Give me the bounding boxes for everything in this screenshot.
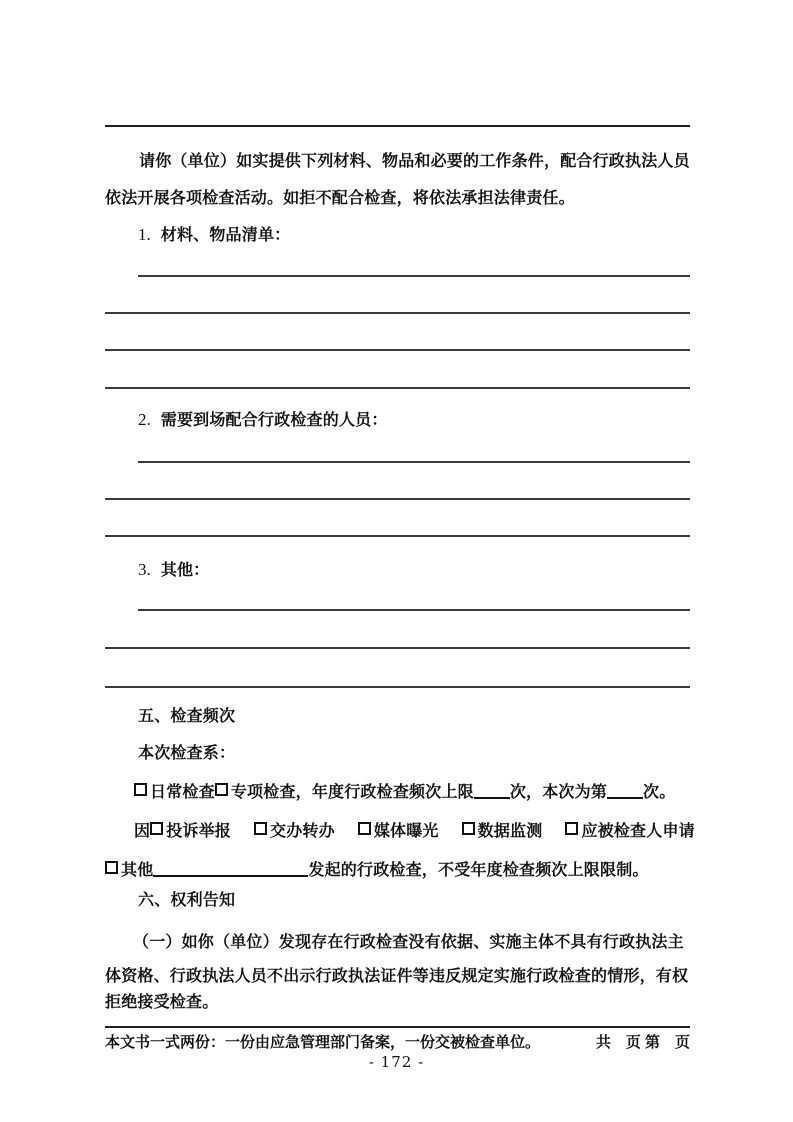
checklist-item3-heading: [138, 559, 209, 581]
frequency-line: [134, 782, 675, 804]
fill-line: [105, 686, 690, 688]
reason-line2: [105, 860, 649, 882]
option-other-label: 其他: [121, 862, 154, 879]
section-six-heading: 六、权利告知: [138, 892, 236, 909]
section-five-lead: 本次检查系：: [138, 745, 236, 762]
frequency-text3: 次。: [643, 784, 676, 801]
fill-line: [138, 609, 690, 611]
page-number: - 172 -: [368, 1053, 425, 1071]
fill-line: [105, 349, 690, 351]
blank-current-count[interactable]: [607, 782, 643, 799]
page-top-border: [105, 125, 690, 127]
option-request-label: 应被检查人申请: [581, 823, 695, 840]
checkbox-assigned-transfer[interactable]: [254, 822, 267, 835]
frequency-text2: 次，本次为第: [509, 784, 608, 801]
option-daily-label: 日常检查: [150, 784, 215, 801]
item1-number: 1.: [138, 225, 151, 244]
checkbox-inspected-party-request[interactable]: [565, 822, 578, 835]
checkbox-media-exposure[interactable]: [358, 822, 371, 835]
blank-other-reason[interactable]: [153, 860, 308, 877]
option-data-label: 数据监测: [477, 823, 543, 840]
footer-divider: [105, 1026, 690, 1028]
item3-label: 其他：: [160, 562, 210, 579]
section-five-heading: 五、检查频次: [138, 708, 236, 725]
rights-para-line2: 体资格、行政执法人员不出示行政执法证件等违反规定实施行政检查的情形，有权: [105, 968, 689, 985]
item1-label: 材料、物品清单：: [160, 227, 291, 244]
cooperation-notice-line2: 依法开展各项检查活动。如拒不配合检查，将依法承担法律责任。: [105, 190, 575, 207]
checkbox-special-inspection[interactable]: [215, 783, 228, 796]
checkbox-daily-inspection[interactable]: [134, 783, 147, 796]
rights-para-line3: 拒绝接受检查。: [105, 994, 219, 1011]
fill-line: [138, 275, 690, 277]
footer: [105, 1032, 690, 1054]
option-media-label: 媒体曝光: [373, 823, 439, 840]
rights-para-line1: （一）如你（单位）发现存在行政检查没有依据、实施主体不具有行政执法主: [133, 934, 684, 951]
checklist-item2-heading: [138, 409, 388, 431]
fill-line: [105, 647, 690, 649]
fill-line: [105, 498, 690, 500]
fill-line: [105, 535, 690, 537]
reason-prefix: 因: [134, 823, 151, 840]
checkbox-complaint-report[interactable]: [150, 822, 163, 835]
item2-number: 2.: [138, 410, 151, 429]
option-special-label: 专项检查: [230, 784, 296, 801]
checkbox-data-monitoring[interactable]: [462, 822, 475, 835]
checklist-item1-heading: [138, 224, 290, 246]
footer-note: 本文书一式两份：一份由应急管理部门备案，一份交被检查单位。: [105, 1034, 541, 1051]
reason-suffix: 发起的行政检查，不受年度检查频次上限限制。: [308, 862, 649, 879]
fill-line: [105, 312, 690, 314]
item2-label: 需要到场配合行政检查的人员：: [160, 412, 388, 429]
checkbox-other-reason[interactable]: [105, 861, 118, 874]
cooperation-notice-line1: 请你（单位）如实提供下列材料、物品和必要的工作条件，配合行政执法人员: [139, 153, 690, 170]
option-complaint-label: 投诉举报: [166, 823, 232, 840]
fill-line: [138, 461, 690, 463]
footer-pagination: 共 页 第 页: [595, 1034, 690, 1051]
option-transfer-label: 交办转办: [270, 823, 335, 840]
reason-line1: [134, 821, 695, 843]
fill-line: [105, 387, 690, 389]
item3-number: 3.: [138, 560, 151, 579]
blank-annual-limit[interactable]: [474, 782, 510, 799]
frequency-text1: ，年度行政检查频次上限: [295, 784, 474, 801]
